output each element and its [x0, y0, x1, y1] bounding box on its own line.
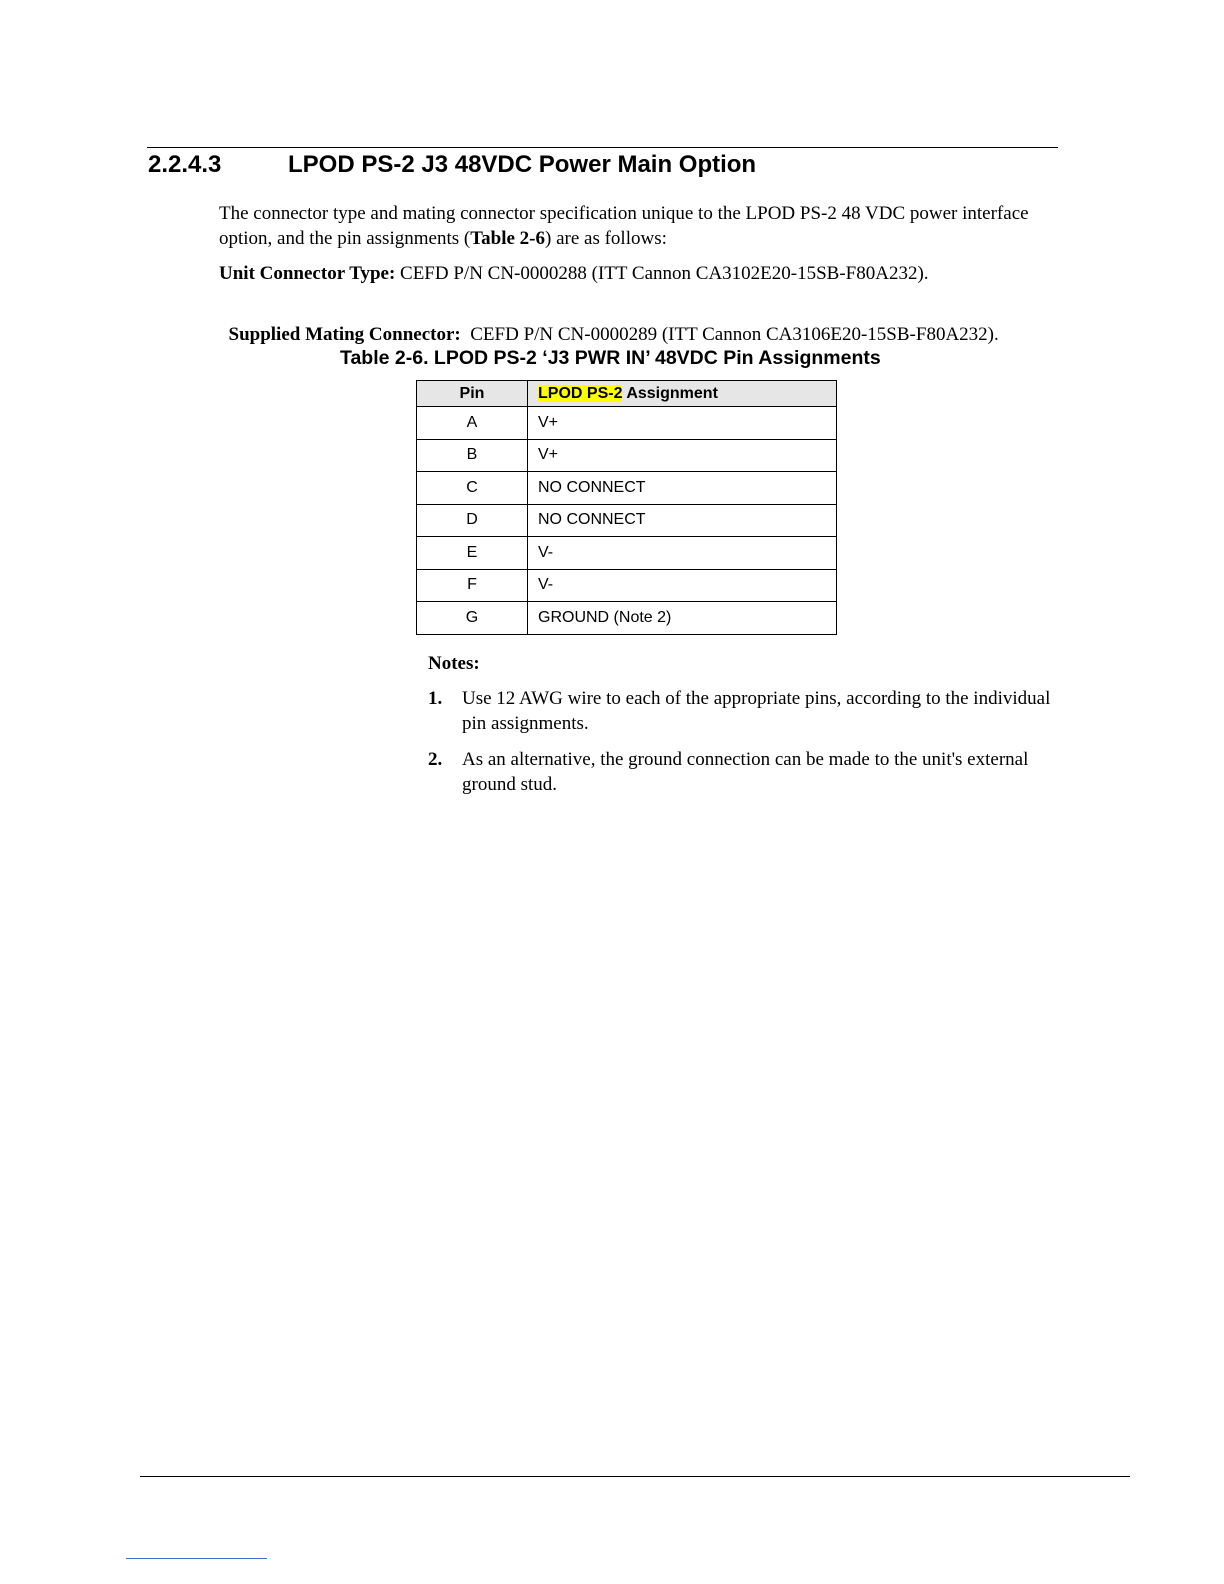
- note-number: 2.: [428, 749, 443, 770]
- mating-connector-label: Supplied Mating Connector:: [228, 323, 461, 345]
- section-heading: [148, 148, 756, 182]
- table-row: [417, 472, 837, 505]
- assignment-cell: V+: [528, 439, 837, 472]
- header-assignment-rest: Assignment: [622, 384, 718, 402]
- note-text: Use 12 AWG wire to each of the appropriate pins, according to the individual pin assignments.: [462, 688, 1051, 734]
- pin-cell: A: [417, 407, 528, 440]
- pin-assignment-table: [416, 380, 837, 635]
- assignment-cell: V-: [528, 537, 837, 570]
- pin-cell: G: [417, 602, 528, 635]
- notes-title: Notes:: [428, 653, 480, 674]
- pin-cell: F: [417, 569, 528, 602]
- table-row: [417, 569, 837, 602]
- mating-connector-value: CEFD P/N CN-0000289 (ITT Cannon CA3106E20-15SB-F80A232).: [460, 323, 999, 345]
- pin-cell: E: [417, 537, 528, 570]
- table-row: [417, 407, 837, 440]
- footer-rule: [140, 1476, 1130, 1477]
- header-pin: Pin: [417, 381, 528, 407]
- assignment-cell: NO CONNECT: [528, 472, 837, 505]
- intro-text-before: The connector type and mating connector specification unique to the LPOD PS-2 48 VDC power interface option, and the pin assignments (: [219, 203, 1029, 249]
- header-assignment: [528, 381, 837, 407]
- assignment-cell: GROUND (Note 2): [528, 602, 837, 635]
- unit-connector-line: [219, 262, 1059, 287]
- assignment-cell: V+: [528, 407, 837, 440]
- pin-cell: D: [417, 504, 528, 537]
- footer-link-underline[interactable]: [126, 1558, 267, 1559]
- table-header-row: [417, 381, 837, 407]
- pin-cell: C: [417, 472, 528, 505]
- table-row: [417, 504, 837, 537]
- section-title: LPOD PS-2 J3 48VDC Power Main Option: [288, 151, 757, 178]
- table-row: [417, 602, 837, 635]
- note-item: [428, 687, 1068, 736]
- assignment-cell: NO CONNECT: [528, 504, 837, 537]
- intro-text-after: ) are as follows:: [545, 227, 667, 249]
- table-row: [417, 537, 837, 570]
- table-row: [417, 439, 837, 472]
- note-item: [428, 748, 1068, 797]
- section-number: 2.2.4.3: [148, 151, 222, 178]
- table-reference: Table 2-6: [470, 227, 545, 249]
- assignment-cell: V-: [528, 569, 837, 602]
- header-highlight: LPOD PS-2: [538, 384, 623, 402]
- pin-cell: B: [417, 439, 528, 472]
- unit-connector-value: CEFD P/N CN-0000288 (ITT Cannon CA3102E20-15SB-F80A232).: [395, 263, 929, 284]
- unit-connector-label: Unit Connector Type:: [219, 263, 396, 284]
- mating-connector-line: [219, 298, 1059, 347]
- note-text: As an alternative, the ground connection can be made to the unit's external ground stud.: [462, 749, 1029, 795]
- table-caption: Table 2-6. LPOD PS-2 ‘J3 PWR IN’ 48VDC Pin Assignments: [340, 347, 881, 369]
- note-number: 1.: [428, 688, 443, 709]
- intro-paragraph: [219, 202, 1059, 251]
